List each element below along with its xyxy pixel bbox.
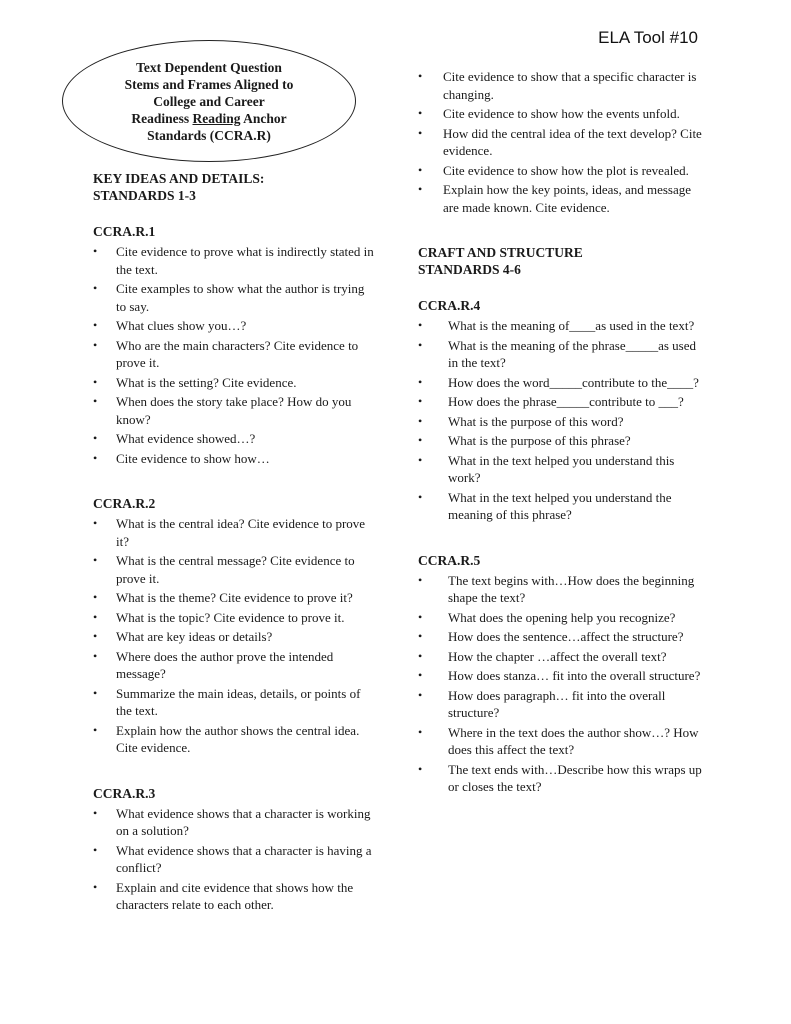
question-item xyxy=(93,430,376,448)
title-line: Text Dependent Question xyxy=(136,59,282,75)
question-text: What is the topic? Cite evidence to prove it. xyxy=(116,609,345,625)
question-item xyxy=(93,552,376,587)
standard-heading-r2: CCRA.R.2 xyxy=(93,496,156,511)
question-item xyxy=(93,842,376,877)
section-heading-line: CRAFT AND STRUCTURE xyxy=(418,245,583,260)
question-text: How does paragraph… fit into the overall structure? xyxy=(448,687,666,720)
question-item xyxy=(418,761,708,796)
question-item xyxy=(418,162,708,180)
section-heading-craft-structure xyxy=(418,244,708,278)
question-text: Where does the author prove the intended message? xyxy=(116,648,334,681)
question-text: How does the phrase_____contribute to ___? xyxy=(448,394,684,409)
title-line: College and Career xyxy=(153,93,265,109)
question-text: Summarize the main ideas, details, or points of the text. xyxy=(116,685,361,718)
question-text: What evidence showed…? xyxy=(116,431,256,446)
bullet-icon: • xyxy=(93,337,98,352)
question-list-r2 xyxy=(93,515,376,757)
right-column xyxy=(418,68,708,824)
question-item xyxy=(93,243,376,278)
section-heading-line: KEY IDEAS AND DETAILS: xyxy=(93,171,265,186)
question-text: What in the text helped you understand the meaning of this phrase? xyxy=(448,489,672,522)
question-text: The text begins with…How does the beginning shape the text? xyxy=(448,572,695,605)
question-text: What is the purpose of this phrase? xyxy=(448,433,631,448)
question-text: Cite evidence to prove what is indirectly stated in the text. xyxy=(116,244,374,277)
question-item xyxy=(418,452,708,487)
question-item xyxy=(93,450,376,468)
question-item xyxy=(93,280,376,315)
question-list-r4 xyxy=(418,317,708,524)
question-list-r5 xyxy=(418,572,708,796)
question-item xyxy=(418,648,708,666)
question-item xyxy=(418,413,708,431)
question-text: Explain how the author shows the central idea. Cite evidence. xyxy=(116,722,360,755)
question-item xyxy=(93,685,376,720)
question-item xyxy=(93,515,376,550)
bullet-icon: • xyxy=(418,182,423,196)
bullet-icon: • xyxy=(93,516,98,530)
question-text: What is the central message? Cite evidence to prove it. xyxy=(116,553,355,586)
bullet-icon: • xyxy=(418,761,423,776)
question-text: What is the purpose of this word? xyxy=(448,413,624,429)
question-item xyxy=(93,722,376,757)
question-text: How does the sentence…affect the structure? xyxy=(448,629,684,644)
bullet-icon: • xyxy=(418,69,423,83)
bullet-icon: • xyxy=(418,668,423,682)
question-text: Cite evidence to show that a specific character is changing. xyxy=(443,69,697,102)
bullet-icon: • xyxy=(418,452,423,467)
question-text: How does the word_____contribute to the____? xyxy=(448,374,699,390)
question-item xyxy=(418,68,708,103)
question-item xyxy=(93,805,376,840)
question-text: What is the central idea? Cite evidence to prove it? xyxy=(116,516,366,549)
question-text: What evidence shows that a character is working on a solution? xyxy=(116,805,371,838)
question-text: Cite examples to show what the author is trying to say. xyxy=(116,281,365,314)
question-item xyxy=(418,432,708,450)
bullet-icon: • xyxy=(93,553,98,567)
question-text: Cite evidence to show how the events unfold. xyxy=(443,106,680,121)
question-item xyxy=(93,589,376,607)
question-text: What is the setting? Cite evidence. xyxy=(116,374,297,390)
question-item xyxy=(93,648,376,683)
question-item xyxy=(418,181,708,216)
bullet-icon: • xyxy=(418,106,423,120)
title-text: Readiness xyxy=(131,110,193,126)
question-item xyxy=(418,724,708,759)
question-text: What clues show you…? xyxy=(116,318,247,333)
title-line: Stems and Frames Aligned to xyxy=(124,76,294,92)
left-column xyxy=(93,170,376,942)
bullet-icon: • xyxy=(93,590,98,604)
bullet-icon: • xyxy=(418,609,423,624)
question-item xyxy=(93,337,376,372)
bullet-icon: • xyxy=(93,842,98,857)
bullet-icon: • xyxy=(418,125,423,140)
section-heading-line: STANDARDS 4-6 xyxy=(418,262,521,277)
question-item xyxy=(418,609,708,627)
question-text: What in the text helped you understand this work? xyxy=(448,452,675,485)
bullet-icon: • xyxy=(93,685,98,700)
question-item xyxy=(93,393,376,428)
question-text: How does stanza… fit into the overall structure? xyxy=(448,668,701,683)
standard-heading-r3: CCRA.R.3 xyxy=(93,785,156,801)
question-text: What is the meaning of____as used in the text? xyxy=(448,318,695,333)
question-list-r1 xyxy=(93,243,376,467)
title-text: Anchor xyxy=(240,110,287,126)
bullet-icon: • xyxy=(93,609,98,624)
bullet-icon: • xyxy=(93,722,98,737)
bullet-icon: • xyxy=(418,433,423,447)
question-text: Where in the text does the author show…? How does this affect the text? xyxy=(448,724,699,757)
bullet-icon: • xyxy=(93,648,98,663)
bullet-icon: • xyxy=(418,162,423,177)
standard-heading-r1: CCRA.R.1 xyxy=(93,224,156,239)
standard-heading-r4: CCRA.R.4 xyxy=(418,298,481,313)
bullet-icon: • xyxy=(418,687,423,702)
question-item xyxy=(418,317,708,335)
question-item xyxy=(418,393,708,411)
question-item xyxy=(418,125,708,160)
bullet-icon: • xyxy=(93,244,98,258)
bullet-icon: • xyxy=(418,394,423,408)
question-item xyxy=(418,687,708,722)
bullet-icon: • xyxy=(93,281,98,295)
section-heading-key-ideas xyxy=(93,170,376,204)
tool-label: ELA Tool #10 xyxy=(598,28,698,47)
question-text: Cite evidence to show how the plot is revealed. xyxy=(443,162,689,178)
bullet-icon: • xyxy=(93,450,98,465)
question-list-r3 xyxy=(93,805,376,914)
bullet-icon: • xyxy=(418,374,423,389)
question-text: When does the story take place? How do you know? xyxy=(116,394,352,427)
question-item xyxy=(93,609,376,627)
question-list-r3-continued xyxy=(418,68,708,216)
question-text: The text ends with…Describe how this wraps up or closes the text? xyxy=(448,761,702,794)
title-oval xyxy=(62,40,356,162)
bullet-icon: • xyxy=(418,337,423,352)
question-text: How did the central idea of the text develop? Cite evidence. xyxy=(443,125,702,158)
bullet-icon: • xyxy=(93,318,98,332)
question-item xyxy=(93,374,376,392)
bullet-icon: • xyxy=(93,431,98,445)
question-text: What is the theme? Cite evidence to prove it? xyxy=(116,590,353,605)
question-text: Cite evidence to show how… xyxy=(116,450,270,466)
question-item xyxy=(418,572,708,607)
bullet-icon: • xyxy=(93,879,98,894)
question-item xyxy=(418,374,708,392)
bullet-icon: • xyxy=(93,629,98,643)
question-item xyxy=(418,337,708,372)
bullet-icon: • xyxy=(418,629,423,643)
question-item xyxy=(418,667,708,685)
title-underlined-word: Reading xyxy=(192,110,241,126)
title-line xyxy=(131,110,286,127)
question-item xyxy=(93,879,376,914)
standard-heading-r5: CCRA.R.5 xyxy=(418,552,481,568)
question-item xyxy=(418,105,708,123)
bullet-icon: • xyxy=(418,489,423,504)
title-line: Standards (CCRA.R) xyxy=(147,127,271,143)
bullet-icon: • xyxy=(93,374,98,389)
question-text: What does the opening help you recognize? xyxy=(448,609,676,625)
section-heading-line: STANDARDS 1-3 xyxy=(93,188,196,203)
bullet-icon: • xyxy=(93,805,98,820)
question-text: What are key ideas or details? xyxy=(116,629,273,644)
question-text: What is the meaning of the phrase_____as used in the text? xyxy=(448,337,697,370)
question-item xyxy=(93,317,376,335)
question-text: Explain how the key points, ideas, and message are made known. Cite evidence. xyxy=(443,182,692,215)
bullet-icon: • xyxy=(418,724,423,739)
question-text: Explain and cite evidence that shows how the characters relate to each other. xyxy=(116,879,354,912)
question-item xyxy=(418,628,708,646)
bullet-icon: • xyxy=(93,394,98,408)
question-text: Who are the main characters? Cite evidence to prove it. xyxy=(116,337,359,370)
bullet-icon: • xyxy=(418,318,423,332)
question-item xyxy=(93,628,376,646)
question-text: How the chapter …affect the overall text? xyxy=(448,648,667,664)
question-text: What evidence shows that a character is having a conflict? xyxy=(116,842,372,875)
bullet-icon: • xyxy=(418,413,423,428)
bullet-icon: • xyxy=(418,572,423,587)
bullet-icon: • xyxy=(418,648,423,663)
question-item xyxy=(418,489,708,524)
